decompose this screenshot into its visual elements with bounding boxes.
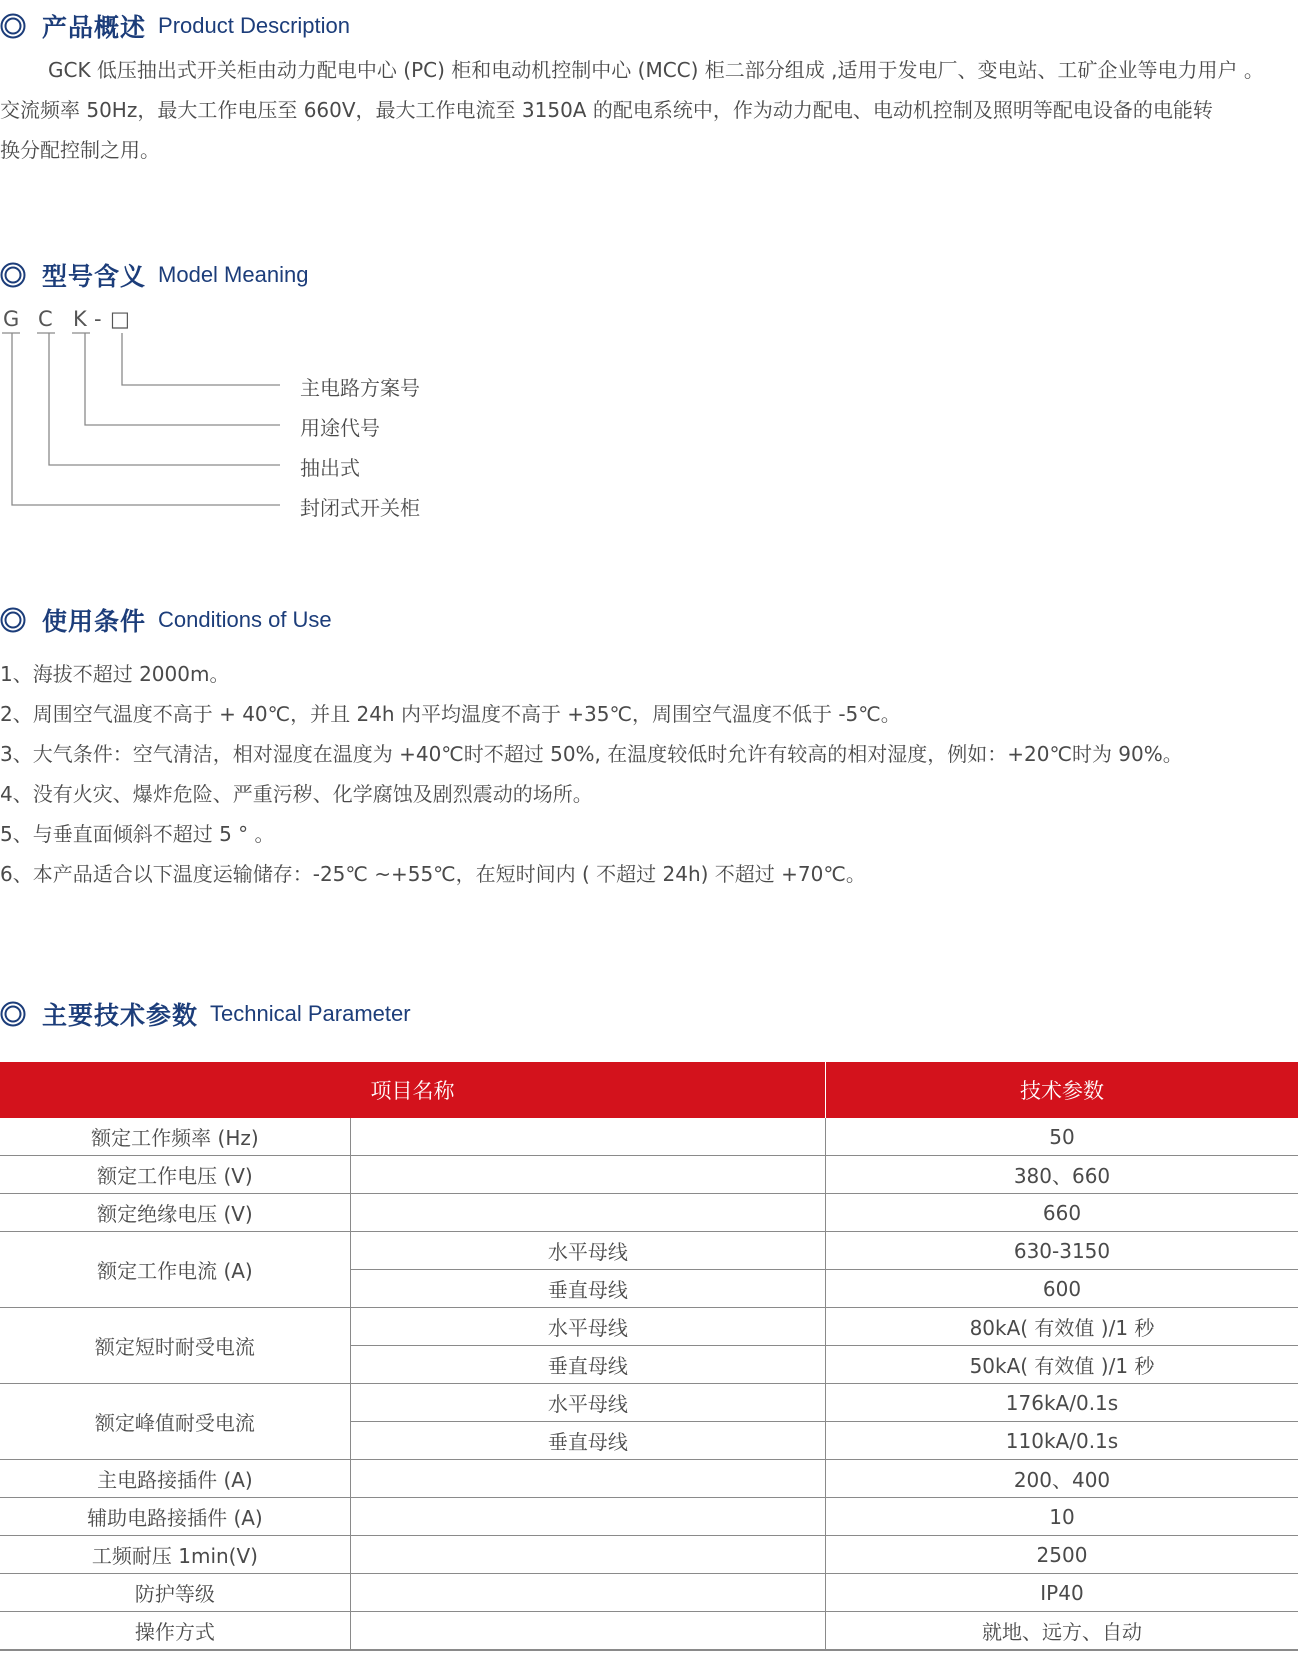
table-row: [0, 1498, 1298, 1536]
param-value: 50: [826, 1118, 1299, 1156]
overview-line: 换分配控制之用。: [0, 138, 160, 162]
param-value: 50kA( 有效值 )/1 秒: [826, 1346, 1299, 1384]
condition-item: 6、本产品适合以下温度运输储存：-25℃ ~+55℃，在短时间内 ( 不超过 24h) 不超过 +70℃。: [0, 862, 866, 886]
table-row: [0, 1232, 1298, 1270]
model-letter-box: □: [110, 307, 130, 331]
param-value: IP40: [826, 1574, 1299, 1612]
param-sub: [350, 1536, 825, 1574]
param-sub: 垂直母线: [350, 1270, 825, 1308]
param-sub: 水平母线: [350, 1232, 825, 1270]
double-circle-icon: [0, 607, 26, 633]
param-name: 额定短时耐受电流: [0, 1308, 350, 1384]
param-value: 就地、远方、自动: [826, 1612, 1299, 1651]
param-name: 额定工作频率 (Hz): [0, 1118, 350, 1156]
param-sub: [350, 1498, 825, 1536]
param-sub: [350, 1156, 825, 1194]
param-sub: [350, 1460, 825, 1498]
param-value: 380、660: [826, 1156, 1299, 1194]
model-letter-g: G: [3, 307, 20, 331]
model-label-withdrawable: 抽出式: [300, 456, 360, 480]
conditions-list: [0, 654, 1183, 894]
table-row: [0, 1536, 1298, 1574]
double-circle-icon: [0, 13, 26, 39]
param-name: 主电路接插件 (A): [0, 1460, 350, 1498]
condition-item: 1、海拔不超过 2000m。: [0, 662, 230, 686]
section-title-en: Model Meaning: [158, 262, 309, 287]
table-row: [0, 1384, 1298, 1422]
param-name: 防护等级: [0, 1574, 350, 1612]
section-title-en: Conditions of Use: [158, 607, 332, 632]
param-sub: 水平母线: [350, 1384, 825, 1422]
section-title-zh: 主要技术参数: [42, 1001, 199, 1030]
param-sub: [350, 1118, 825, 1156]
model-letter-dash: -: [94, 307, 102, 331]
param-name: 额定工作电流 (A): [0, 1232, 350, 1308]
condition-item: 5、与垂直面倾斜不超过 5 ° 。: [0, 822, 275, 846]
table-row: [0, 1194, 1298, 1232]
param-value: 80kA( 有效值 )/1 秒: [826, 1308, 1299, 1346]
param-value: 600: [826, 1270, 1299, 1308]
table-row: [0, 1460, 1298, 1498]
param-value: 176kA/0.1s: [826, 1384, 1299, 1422]
param-value: 10: [826, 1498, 1299, 1536]
condition-item: 3、大气条件：空气清洁，相对湿度在温度为 +40℃时不超过 50%, 在温度较低时允许有较高的相对湿度，例如：+20℃时为 90%。: [0, 742, 1183, 766]
param-name: 工频耐压 1min(V): [0, 1536, 350, 1574]
table-row: [0, 1308, 1298, 1346]
double-circle-icon: [0, 262, 26, 288]
section-title-zh: 型号含义: [42, 262, 147, 291]
technical-parameter-table: [0, 1062, 1298, 1651]
param-sub: [350, 1194, 825, 1232]
section-heading-technical: [0, 996, 411, 1032]
param-sub: [350, 1612, 825, 1651]
table-header-row: [0, 1062, 1298, 1118]
section-title-en: Technical Parameter: [210, 1001, 411, 1026]
param-value: 110kA/0.1s: [826, 1422, 1299, 1460]
header-item-name: 项目名称: [0, 1062, 826, 1118]
section-title-zh: 产品概述: [42, 13, 147, 42]
param-sub: [350, 1574, 825, 1612]
condition-item: 2、周围空气温度不高于 + 40℃，并且 24h 内平均温度不高于 +35℃，周围空气温度不低于 -5℃。: [0, 702, 901, 726]
table-row: [0, 1156, 1298, 1194]
section-title-zh: 使用条件: [42, 607, 147, 636]
table-row: [0, 1118, 1298, 1156]
overview-line: GCK 低压抽出式开关柜由动力配电中心 (PC) 柜和电动机控制中心 (MCC) 柜二部分组成 ,适用于发电厂、变电站、工矿企业等电力用户 。: [48, 58, 1264, 82]
section-heading-model: [0, 257, 308, 293]
model-letter-c: C: [38, 307, 53, 331]
section-heading-conditions: [0, 602, 332, 638]
header-tech-param: 技术参数: [826, 1062, 1299, 1118]
param-name: 额定工作电压 (V): [0, 1156, 350, 1194]
model-label-usage-code: 用途代号: [300, 416, 380, 440]
overview-line: 交流频率 50Hz，最大工作电压至 660V，最大工作电流至 3150A 的配电系统中，作为动力配电、电动机控制及照明等配电设备的电能转: [0, 98, 1213, 122]
param-value: 660: [826, 1194, 1299, 1232]
param-name: 辅助电路接插件 (A): [0, 1498, 350, 1536]
model-label-enclosed: 封闭式开关柜: [300, 496, 420, 520]
model-diagram-lines: [0, 330, 300, 560]
param-value: 2500: [826, 1536, 1299, 1574]
param-sub: 水平母线: [350, 1308, 825, 1346]
param-name: 操作方式: [0, 1612, 350, 1651]
condition-item: 4、没有火灾、爆炸危险、严重污秽、化学腐蚀及剧烈震动的场所。: [0, 782, 593, 806]
overview-paragraph: [0, 50, 1300, 170]
table-row: [0, 1612, 1298, 1651]
section-heading-overview: [0, 8, 350, 44]
table-row: [0, 1574, 1298, 1612]
model-label-main-circuit: 主电路方案号: [300, 376, 420, 400]
param-value: 630-3150: [826, 1232, 1299, 1270]
double-circle-icon: [0, 1001, 26, 1027]
param-sub: 垂直母线: [350, 1346, 825, 1384]
section-title-en: Product Description: [158, 13, 350, 38]
param-name: 额定绝缘电压 (V): [0, 1194, 350, 1232]
param-sub: 垂直母线: [350, 1422, 825, 1460]
model-letter-k: K: [73, 307, 87, 331]
param-name: 额定峰值耐受电流: [0, 1384, 350, 1460]
param-value: 200、400: [826, 1460, 1299, 1498]
